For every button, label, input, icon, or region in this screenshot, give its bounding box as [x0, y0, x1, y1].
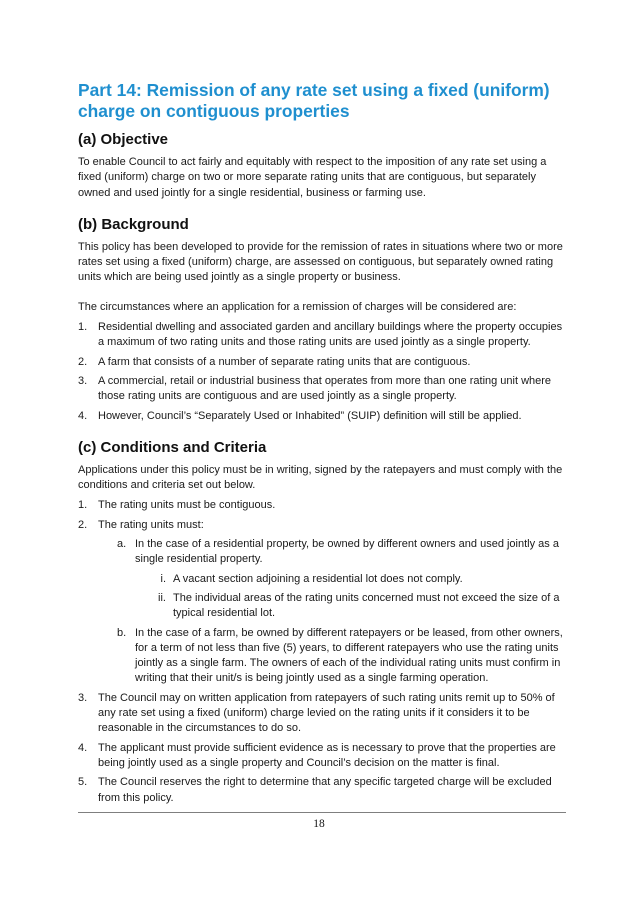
list-item-number: 1.: [78, 321, 88, 334]
sub-sub-list-item: [78, 572, 566, 587]
conditions-heading: (c) Conditions and Criteria: [78, 438, 267, 456]
list-item-text: Residential dwelling and associated garden and ancillary buildings where the property occupies a maximum of two rating units and those rating units are used jointly as a single property.: [98, 321, 563, 349]
list-item-number: 5.: [78, 776, 88, 789]
list-item-text: In the case of a residential property, be owned by different owners and used jointly as a single residential property.: [135, 538, 559, 566]
list-item: [78, 320, 566, 351]
list-item-number: 3.: [78, 691, 88, 704]
page-number: 18: [313, 818, 325, 830]
footer-divider: [78, 812, 566, 813]
list-item-number: i.: [160, 572, 166, 585]
objective-text: To enable Council to act fairly and equitably with respect to the imposition of any rate set using a fixed (uniform) charge on two or more separate rating units that are contiguous, but separately owned and used jointly for a single residential, business or farming use.: [78, 156, 547, 199]
list-item-text: The individual areas of the rating units concerned must not exceed the size of a typical residential lot.: [173, 591, 560, 620]
list-item-text: The Council may on written application from ratepayers of such rating units remit up to 50% of any rate set using a fixed (uniform) charge levied on the rating units if it considers it to be reasonable in the circumstances to do so.: [98, 691, 555, 735]
list-item-text: In the case of a farm, be owned by different ratepayers or be leased, from other owners, for a term of not less than five (5) years, to different ratepayers who use the rating units jointly as a single farm. The owners of each of the individual rating units must confirm in writing that their unit/s is being jointly used as a single farming operation.: [135, 626, 563, 685]
background-list: [78, 320, 566, 424]
list-item-number: ii.: [158, 591, 166, 604]
list-item: [78, 741, 566, 772]
conditions-list: [78, 498, 566, 805]
list-item-text: The rating units must:: [98, 518, 204, 531]
sub-list-item: [78, 537, 566, 568]
list-item: [78, 775, 566, 806]
list-item-number: 4.: [78, 741, 88, 754]
list-item-text: However, Council’s “Separately Used or Inhabited” (SUIP) definition will still be applied.: [98, 409, 522, 422]
list-item-text: A vacant section adjoining a residential lot does not comply.: [173, 572, 463, 585]
objective-heading: (a) Objective: [78, 131, 169, 148]
list-item-text: The Council reserves the right to determine that any specific targeted charge will be excluded from this policy.: [98, 776, 552, 804]
conditions-intro: Applications under this policy must be in writing, signed by the ratepayers and must comply with the conditions and criteria set out below.: [78, 463, 563, 492]
list-item-number: 3.: [78, 374, 88, 387]
list-item-text: The applicant must provide sufficient evidence as is necessary to prove that the properties are being jointly used as a single property and Council’s decision on the matter is final.: [98, 741, 556, 769]
list-item-number: a.: [117, 538, 127, 551]
page-content: [78, 80, 566, 806]
background-text: This policy has been developed to provide for the remission of rates in situations where two or more rates set using a fixed (uniform) charge, are assessed on contiguous, but separately owned rating units which are being used jointly as a single property or business.: [78, 240, 563, 284]
list-item: [78, 518, 566, 533]
list-item-number: 4.: [78, 409, 88, 422]
list-item-number: 2.: [78, 355, 88, 368]
page-title: Part 14: Remission of any rate set using a fixed (uniform) charge on contiguous properties: [78, 80, 550, 121]
list-item: [78, 355, 566, 370]
list-item: [78, 374, 566, 405]
list-item-number: 1.: [78, 499, 88, 512]
sub-sub-list-item: [78, 591, 566, 622]
list-item: [78, 409, 566, 424]
background-heading: (b) Background: [78, 215, 189, 233]
list-item-text: A farm that consists of a number of separate rating units that are contiguous.: [98, 355, 471, 368]
list-item-text: The rating units must be contiguous.: [98, 499, 276, 512]
list-item: [78, 498, 566, 513]
sub-list-item: [78, 626, 566, 687]
list-item-text: A commercial, retail or industrial business that operates from more than one rating unit where those rating units are contiguous and are used jointly as a single property.: [98, 374, 552, 403]
list-item-number: 2.: [78, 518, 88, 531]
list-item-number: b.: [117, 626, 127, 639]
background-intro: The circumstances where an application for a remission of charges will be considered are:: [78, 300, 517, 313]
list-item: [78, 691, 566, 737]
